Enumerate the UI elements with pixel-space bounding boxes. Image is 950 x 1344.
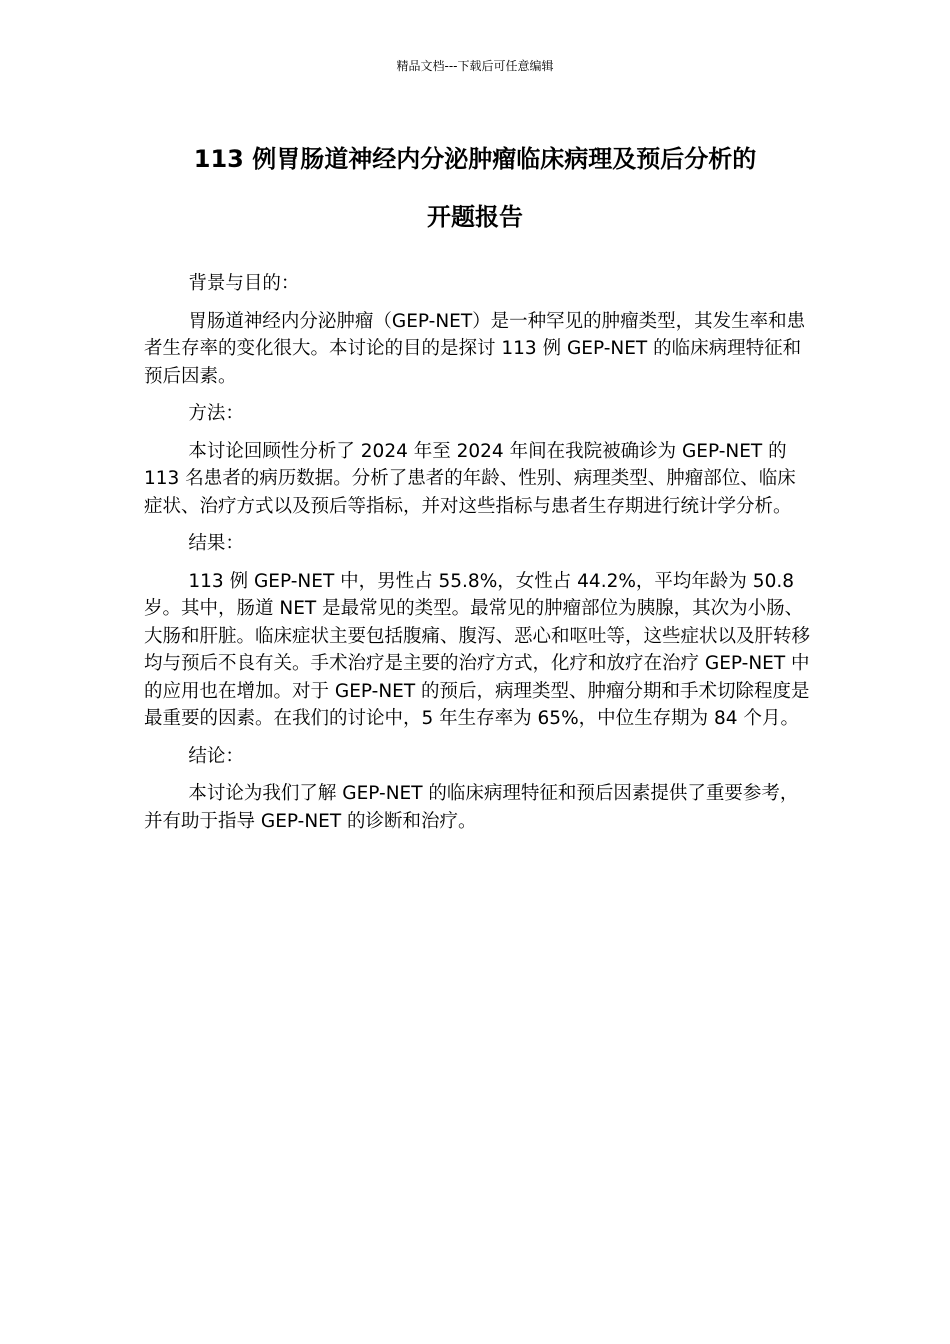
title-line-2: 开题报告 xyxy=(427,203,523,231)
document-body xyxy=(144,270,810,845)
section-heading-methods: 方法： xyxy=(188,403,244,424)
section-body-results: 113 例 GEP-NET 中，男性占 55.8%，女性占 44.2%，平均年龄为 50.8 岁。其中，肠道 NET 是最常见的类型。最常见的肿瘤部位为胰腺，其次为小肠、大肠和肝脏。临床症状主要包括腹痛、腹泻、恶心和呕吐等，这些症状以及肝转移均与预后不良有关。手术治疗是主要的治疗方式，化疗和放疗在治疗 GEP-NET 中的应用也在增加。对于 GEP-NET 的预后，病理类型、肿瘤分期和手术切除程度是最重要的因素。在我们的讨论中，5 年生存率为 65%，中位生存期为 84 个月。 xyxy=(144,570,811,729)
title-line-1: 113 例胃肠道神经内分泌肿瘤临床病理及预后分析的 xyxy=(193,145,757,173)
section-body-background: 胃肠道神经内分泌肿瘤（GEP-NET）是一种罕见的肿瘤类型，其发生率和患者生存率的变化很大。本讨论的目的是探讨 113 例 GEP-NET 的临床病理特征和预后因素。 xyxy=(144,310,806,387)
section-heading-conclusion: 结论： xyxy=(188,745,244,767)
document-title xyxy=(120,130,830,246)
section-heading-background: 背景与目的： xyxy=(188,273,300,294)
section-body-methods: 本讨论回顾性分析了 2024 年至 2024 年间在我院被确诊为 GEP-NET 的 113 名患者的病历数据。分析了患者的年龄、性别、病理类型、肿瘤部位、临床症状、治疗方式以及预后等指标，并对这些指标与患者生存期进行统计学分析。 xyxy=(144,440,796,517)
page-header: 精品文档---下载后可任意编辑 xyxy=(396,59,554,73)
section-heading-results: 结果： xyxy=(188,533,244,554)
section-body-conclusion: 本讨论为我们了解 GEP-NET 的临床病理特征和预后因素提供了重要参考，并有助于指导 GEP-NET 的诊断和治疗。 xyxy=(144,783,799,832)
